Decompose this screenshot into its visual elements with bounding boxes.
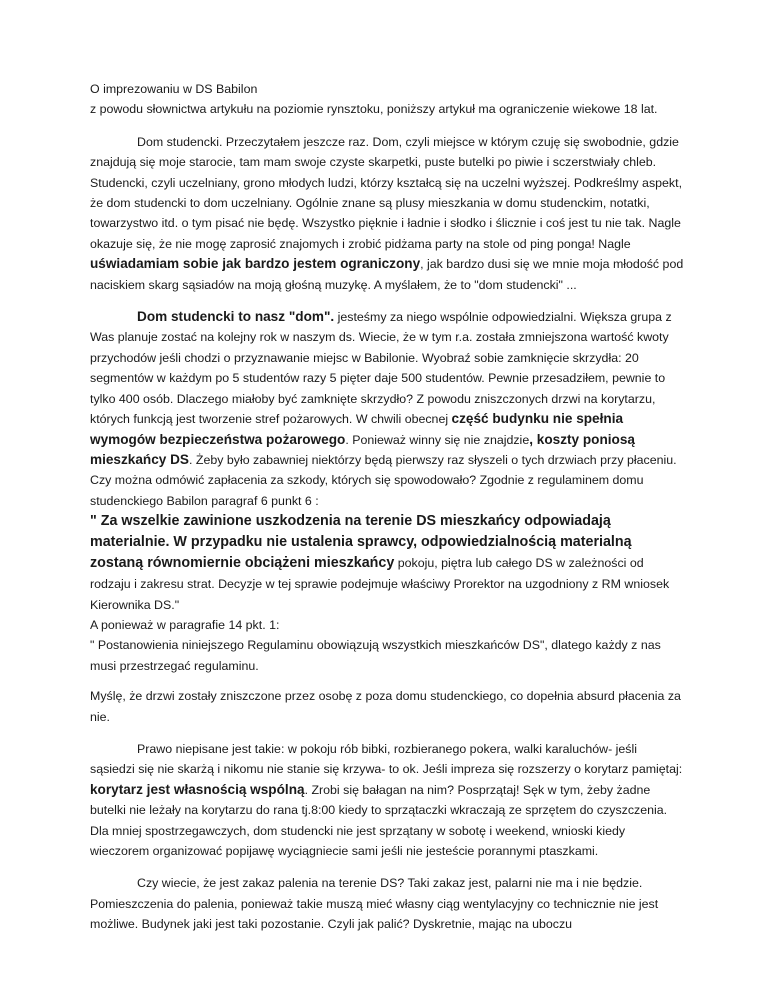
paragraph-smoking: Czy wiecie, że jest zakaz palenia na terenie DS? Taki zakaz jest, palarni nie ma i nie będzie. Pomieszczenia do palenia, ponieważ takie muszą mieć własny ciąg wentylacyjny co technicznie nie jest możliwe. Budynek jaki jest taki pozostanie. Czyli jak palić? Dyskretnie, mając na uboczu bbox=[90, 876, 659, 932]
regulation-quote-1 bbox=[90, 511, 684, 615]
text-run: Prawo niepisane jest takie: w pokoju rób bibki, rozbieranego pokera, walki karaluchów- jeśli sąsiedzi się nie skarżą i nikomu nie stanie się krzywa- to ok. Jeśli impreza się rozszerzy o korytarz pamiętaj: bbox=[90, 741, 683, 777]
paragraph-unwritten-law bbox=[90, 739, 684, 861]
paragraph-doors: Myślę, że drzwi zostały zniszczone przez osobę z poza domu studenckiego, co dopełnia absurd płacenia za nie. bbox=[90, 689, 681, 724]
article-title: O imprezowaniu w DS Babilon bbox=[90, 82, 258, 96]
paragraph-intro bbox=[90, 132, 684, 295]
bold-run: korytarz jest własnością wspólną bbox=[90, 781, 305, 797]
text-run: . Zrobi się bałagan na nim? Posprzątaj! Sęk w tym, żeby żadne butelki nie leżały na korytarzu do rana tj.8:00 kiedy to sprzątaczki wkraczają ze sprzętem do czyszczenia. Dla mniej spostrzegawczych, dom studencki nie jest sprzątany w sobotę i weekend, wnioski kiedy wieczorem organizować popijawę wyciągniecie sami jeśli nie jesteście porannymi ptaszkami. bbox=[90, 782, 668, 858]
text-run: , jak bardzo dusi się we mnie moja młodość pod naciskiem skarg sąsiadów na moją głośną muzykę. A myślałem, że to "dom studencki" ... bbox=[90, 257, 684, 292]
bold-run: " bbox=[90, 513, 101, 530]
bold-run: Za wszelkie zawinione uszkodzenia na terenie DS mieszkańcy odpowiadają materialnie. W przypadku nie ustalenia sprawcy, odpowiedzialnością materialną zostaną równomiernie obciążeni mieszkańcy bbox=[90, 513, 632, 572]
paragraph-rule-14: A ponieważ w paragrafie 14 pkt. 1: bbox=[90, 617, 280, 632]
bold-run: uświadamiam sobie jak bardzo jestem ograniczony bbox=[90, 256, 421, 272]
bold-run: Dom studencki to nasz "dom". bbox=[137, 309, 335, 325]
text-run: Dom studencki. Przeczytałem jeszcze raz. Dom, czyli miejsce w którym czuję się swobodnie, gdzie znajdują się moje starocie, tam mam swoje czyste skarpetki, puste butelki po piwie i sczerstwiały chleb. Studencki, czyli uczelniany, grono młodych ludzi, którzy kształcą się na uczelni wyższej. Podkreślmy aspekt, że dom studencki to dom uczelniany. Ogólnie znane są plusy mieszkania w domu studenckim, notatki, towarzystwo itd. o tym pisać nie będę. Wszystko pięknie i ładnie i słodko i ślicznie i coś jest tu nie tak. Nagle okazuje się, że nie mogę zaprosić znajomych i zrobić pidżama party na stole od ping ponga! Nagle bbox=[90, 134, 683, 251]
text-run: jesteśmy za niego wspólnie odpowiedzialni. Większa grupa z Was planuje zostać na kolejny rok w naszym ds. Wiecie, że w tym r.a. została zmniejszona wartość kwoty przychodów jeśli chodzi o przyznawanie miejsc w Babilonie. Wyobraź sobie zamknięcie skrzydła: 20 segmentów w każdym po 5 studentów razy 5 pięter daje 500 studentów. Pewnie przesadziłem, pewnie to tylko 400 osób. Dlaczego miałoby być zamknięte skrzydło? Z powodu zniszczonych drzwi na korytarzu, których funkcją jest tworzenie stref pożarowych. W chwili obecnej bbox=[90, 310, 672, 427]
regulation-quote-2: " Postanowienia niniejszego Regulaminu obowiązują wszystkich mieszkańców DS", dlatego każdy z nas musi przestrzegać regulaminu. bbox=[90, 638, 661, 673]
age-warning: z powodu słownictwa artykułu na poziomie rynsztoku, poniższy artykuł ma ograniczenie wiekowe 18 lat. bbox=[90, 102, 658, 117]
text-run: pokoju, piętra lub całego DS w zależności od rodzaju i zakresu strat. Decyzje w tej sprawie podejmuje właściwy Prorektor na uzgodniony z RM wniosek Kierownika DS." bbox=[90, 556, 670, 612]
text-run: . Żeby było zabawniej niektórzy będą pierwszy raz słyszeli o tych drzwiach przy płaceniu. Czy można odmówić zapłacenia za szkody, których się spowodowało? Zgodnie z regulaminem domu studenckiego Babilon paragraf 6 punkt 6 : bbox=[90, 452, 677, 508]
text-run: . Ponieważ winny się nie znajdzie bbox=[345, 432, 530, 447]
bold-run: część budynku nie spełnia wymogów bezpieczeństwa pożarowego bbox=[90, 411, 624, 447]
paragraph-responsibility bbox=[90, 307, 684, 511]
bold-run: , koszty poniosą mieszkańcy DS bbox=[90, 431, 635, 467]
